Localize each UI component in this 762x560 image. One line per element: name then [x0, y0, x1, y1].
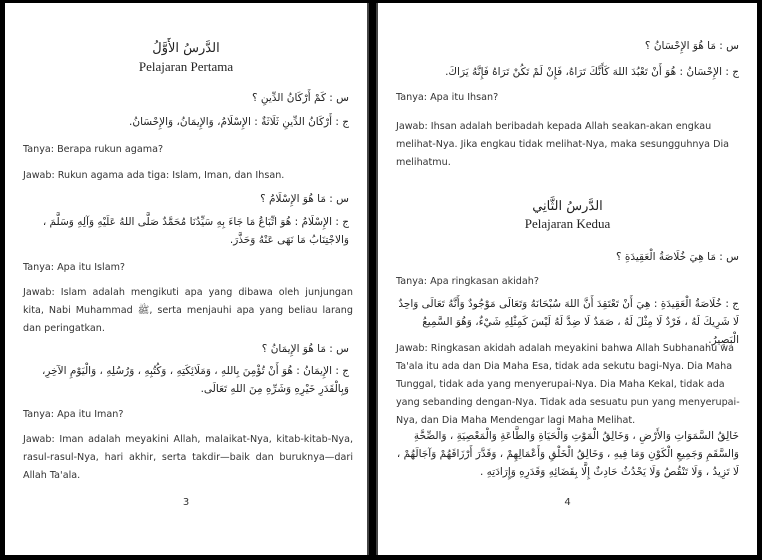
question-latin: Tanya: Apa itu Iman?	[23, 409, 124, 420]
answer-latin: Jawab: Islam adalah mengikuti apa yang dibawa oleh junjungan kita, Nabi Muhammad ﷺ, serta menjauhi apa yang beliau larang dan peringatkan.	[23, 287, 353, 334]
answer-arabic: ج : الإِحْسَانُ : هُوَ أَنْ تَعْبُدَ اللهَ كَأَنَّكَ تَرَاهُ، فَإِنْ لَمْ تَكُنْ تَرَاهُ فَإِنَّهُ يَرَاكَ.	[445, 66, 739, 78]
answer-arabic: ج : الإِيمَانُ : هُوَ أَنْ تُؤْمِنَ بِاللهِ ، وَمَلَائِكَتِهِ ، وَكُتُبِهِ ، وَرُسُلِهِ ، وَالْيَوْمِ الآخِرِ، وَبِالْقَدَرِ خَيْرِهِ وَشَرِّهِ مِنَ اللهِ تَعَالَى.	[41, 365, 349, 395]
right-page	[376, 3, 757, 555]
question-arabic: س : مَا هُوَ الإِحْسَانُ ؟	[644, 40, 739, 52]
question-arabic: س : مَا هُوَ الإِسْلَامُ ؟	[260, 193, 349, 205]
page-number: 4	[564, 497, 571, 508]
question-arabic: س : مَا هُوَ الإِيمَانُ ؟	[261, 343, 349, 355]
question-latin: Tanya: Berapa rukun agama?	[23, 144, 164, 155]
question-latin: Tanya: Apa ringkasan akidah?	[396, 276, 539, 287]
page-number: 3	[182, 497, 190, 508]
answer-arabic: ج : الإِسْلَامُ : هُوَ اتِّبَاعُ مَا جَاءَ بِهِ سَيِّدُنَا مُحَمَّدٌ صَلَّى اللهُ عَلَيْهِ وَآلِهِ وَسَلَّمَ ، وَالاجْتِنَابُ مَا نَهَى عَنْهُ وَحَذَّرَ.	[42, 216, 349, 246]
answer-arabic: ج : خُلَاصَةُ الْعَقِيدَةِ : هِيَ أَنْ تَعْتَقِدَ أَنَّ اللهَ سُبْحَانَهُ وَتَعَالَى مَوْجُودٌ وَأَنَّهُ تَعَالَى وَاحِدٌ لَا شَرِيكَ لَهُ ، فَرْدٌ لَا مِثْلَ لَهُ ، صَمَدٌ لَا ضِدَّ لَهُ لَيْسَ كَمِثْلِهِ شَيْءٌ، وَهُوَ السَّمِيعُ الْبَصِيرُ.	[398, 298, 739, 346]
question-arabic: س : مَا هِيَ خُلَاصَةُ الْعَقِيدَةِ ؟	[615, 251, 739, 263]
answer-arabic: ج : أَرْكَانُ الدِّينِ ثَلَاثَةٌ : الإِسْلَامُ، وَالإِيمَانُ، وَالإِحْسَانُ.	[129, 116, 349, 128]
answer-latin: Jawab: Ihsan adalah beribadah kepada Allah seakan-akan engkau melihat-Nya. Jika engkau tidak melihat-Nya, maka sesungguhnya Dia melihatmu.	[396, 121, 730, 168]
question-arabic: س : كَمْ أَرْكَانُ الدِّينِ ؟	[251, 92, 349, 104]
lesson-title-arabic: الدَّرسُ الثَّانِي	[532, 199, 603, 214]
lesson-title-latin: Pelajaran Pertama	[138, 59, 234, 74]
answer-latin: Jawab: Ringkasan akidah adalah meyakini bahwa Allah Subhanahu wa Ta'ala itu ada dan Dia Maha Esa, tidak ada sekutu bagi-Nya. Dia Maha Tunggal, tidak ada yang menyerupai-Nya. Dia Maha Kekal, tidak ada yang sebanding dengan-Nya. Tidak ada sesuatu pun yang menyerupai-Nya, dan Dia Maha Mendengar lagi Maha Melihat.	[396, 343, 740, 426]
answer-latin: Jawab: Rukun agama ada tiga: Islam, Iman, dan Ihsan.	[23, 170, 285, 181]
answer-latin: Jawab: Iman adalah meyakini Allah, malaikat-Nya, kitab-kitab-Nya, rasul-rasul-Nya, hari akhir, serta takdir—baik dan buruknya—dari Allah Ta'ala.	[23, 434, 353, 481]
lesson-title-arabic: الدَّرسُ الأَوَّلُ	[152, 41, 220, 56]
question-latin: Tanya: Apa itu Ihsan?	[396, 92, 499, 103]
arabic-paragraph: خَالِقُ السَّمَوَاتِ وَالأَرْضِ ، وَخَالِقُ الْمَوْتِ وَالْحَيَاةِ وَالطَّاعَةِ وَالْمَعْصِيَةِ ، وَالصِّحَّةِ وَالسَّقَمِ وَجَمِيعِ الْكَوْنِ وَمَا فِيهِ ، وَخَالِقُ الْخَلْقِ وَأَعْمَالِهِمْ ، وَقَدَّرَ أَرْزَاقَهُمْ وَآجَالَهُمْ ، لَا تَزِيدُ ، وَلَا تَنْقُصُ وَلَا يَحْدُثُ حَادِثٌ إِلَّا بِقَضَائِهِ وَقَدَرِهِ وَإِرَادَتِهِ .	[396, 430, 739, 478]
question-latin: Tanya: Apa itu Islam?	[23, 262, 126, 273]
left-page	[5, 3, 369, 555]
lesson-title-latin: Pelajaran Kedua	[524, 216, 611, 231]
